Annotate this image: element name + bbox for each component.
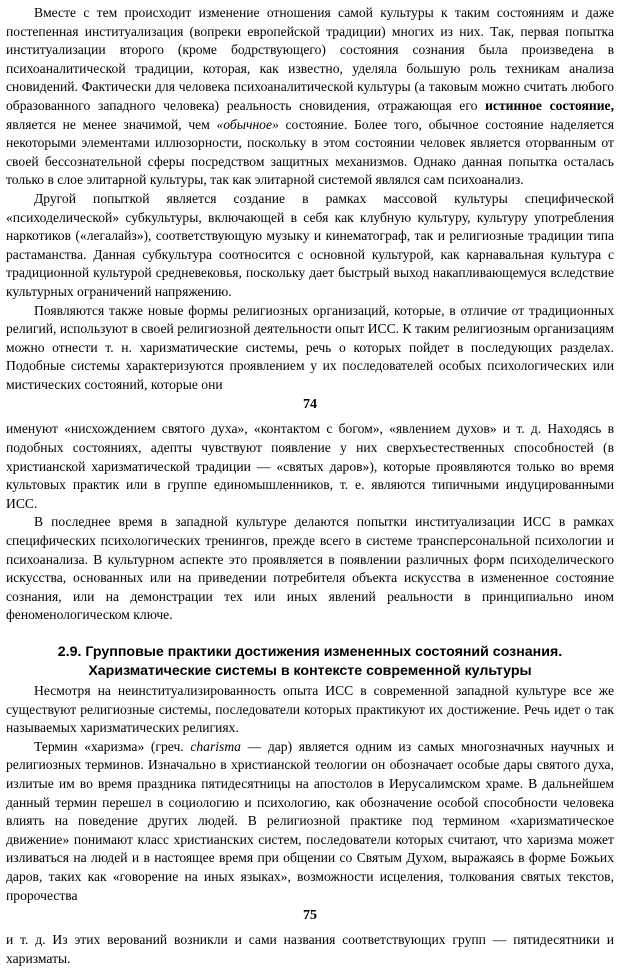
- paragraph: Несмотря на неинституализированность опыта ИСС в современной западной культуре все же существуют религиозные системы, последователи которых практикуют их достижение. Речь идет о так называемых харизматических религиях.: [6, 683, 614, 736]
- italic-text: charisma: [190, 738, 241, 754]
- paragraph: [6, 738, 614, 905]
- text-run: Термин «харизма» (греч.: [34, 738, 191, 754]
- bold-text: истинное состояние,: [485, 97, 614, 113]
- paragraph: Появляются также новые формы религиозных организаций, которые, в отличие от традиционных религий, используют в своей религиозной деятельности опыт ИСС. К таким религиозным организациям можно отнести т. н. харизматические системы, речь о которых пойдет в последующих разделах. Подобные системы характеризуются проявлением у их последователей особых психологических или мистических состояний, которые они: [6, 302, 614, 392]
- text-run: состояние. Более того, обычное состояние наделяется некоторыми элементами иллюзорности, поскольку в этом состоянии человек является оторванным от своей бессознательной сферы посредством защитных механизмов. Однако данная попытка осталась только в слое элитарной культуры, так как элитарной системой являлся сам психоанализ.: [6, 116, 614, 188]
- paragraph: В последнее время в западной культуре делаются попытки институализации ИСС в рамках специфических психологических тренингов, прежде всего в системе трансперсональной психологии и психоанализа. В культурном аспекте это проявляется в появлении различных форм психоделического искусства, основанных или на приведении потребителя объекта искусства в измененное состояние сознания, или на демонстрации тех или иных явлений реальности в принципиально ином феноменологическом ключе.: [6, 514, 614, 623]
- section-heading-line: Харизматические системы в контексте современной культуры: [88, 662, 532, 679]
- page-number: 74: [303, 397, 317, 413]
- text-run: — дар) является одним из самых многозначных научных и религиозных терминов. Изначально в христианской теологии он обозначает особые дары святого духа, излитые им во время праздника пятидесятницы на апостолов в Иерусалимском храме. В дальнейшем данный термин перешел в социологию и психологию, как обозначение особой способности человека влиять на поведение других людей. В религиозной практике под термином «харизматическое движение» понимают класс христианских систем, последователи которых считают, что харизма может изливаться на людей и в настоящее время при общении со Святым Духом, выражаясь в форме Божьих даров, таких как «говорение на иных языках», возможности исцеления, толкования святых текстов, пророчества: [6, 738, 615, 903]
- document-page: [6, 4, 614, 968]
- paragraph: Другой попыткой является создание в рамках массовой культуры специфической «психоделической» субкультуры, включающей в себя как клубную культуру, культуру употребления наркотиков («легалайз»), соответствующую музыку и кинематограф, так и религиозные традиции типа растаманства. Данная субкультура соотносится с основной культурой, как карнавальная культура с традиционной культурой средневековья, поскольку дает быстрый выход накапливающемуся вследствие культурных ограничений напряжению.: [6, 190, 614, 299]
- paragraph: [6, 4, 614, 190]
- text-run: является не менее значимой, чем: [6, 116, 217, 132]
- page-number: 75: [303, 908, 317, 924]
- italic-text: «обычное»: [216, 116, 279, 132]
- paragraph: именуют «нисхождением святого духа», «контактом с богом», «явлением духов» и т. д. Находясь в подобных состояниях, адепты чувствуют появление у них сверхъестественных способностей (в христианской харизматической традиции — «святых даров»), которые проявляются только во время культовых практик или в группе единомышленников, т. е. являются типичными индуцированными ИСС.: [6, 421, 614, 511]
- text-run: Вместе с тем происходит изменение отношения самой культуры к таким состояниям и даже постепенная институализация (вопреки европейской традиции) многих из них. Так, первая попытка институализации второго (кроме бодрствующего) состояния сознания была произведена в психоаналитической традиции, которая, как известно, уделяла большую роль техникам анализа сновидений. Фактически для человека психоаналитической культуры (а таковым можно считать любого образованного западного человека) реальность сновидения, отражающая его: [6, 5, 614, 113]
- paragraph: и т. д. Из этих верований возникли и сами названия соответствующих групп — пятидесятники и харизматы.: [6, 932, 614, 966]
- section-heading: [6, 643, 614, 680]
- section-heading-line: 2.9. Групповые практики достижения измененных состояний сознания.: [57, 644, 563, 660]
